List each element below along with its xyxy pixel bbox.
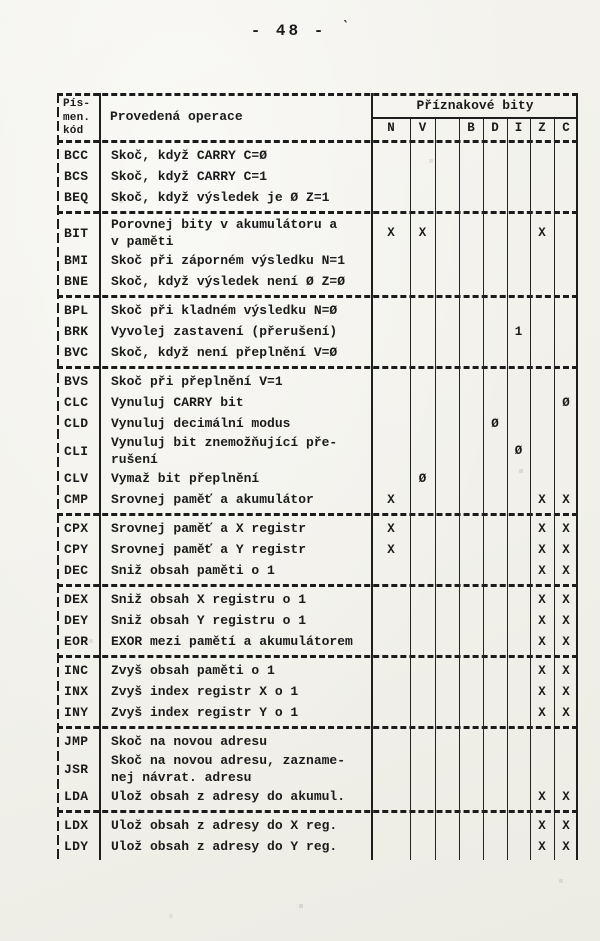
operation-line: Porovnej bity v akumulátoru a: [111, 217, 338, 232]
operation-cell: [100, 168, 372, 185]
flag-col-header: V: [418, 121, 427, 135]
flag-mark: X: [538, 839, 546, 854]
flag-cell: [554, 593, 578, 607]
flag-mark: X: [538, 563, 546, 578]
operation-line: Vynuluj decimální modus: [111, 416, 291, 431]
instruction-row: [57, 434, 578, 468]
instruction-group: [57, 516, 578, 587]
operation-cell: [100, 662, 372, 679]
flag-mark: X: [387, 226, 395, 240]
flag-cell: [530, 493, 554, 507]
instruction-row: [57, 468, 578, 489]
flag-cell: [372, 493, 410, 507]
instruction-row: [57, 589, 578, 610]
operation-line: Sniž obsah Y registru o 1: [111, 613, 307, 628]
flag-mark: X: [538, 592, 546, 607]
col-header-code-line: men.: [63, 111, 91, 124]
flag-cell: [530, 593, 554, 607]
flag-cell: [530, 840, 554, 854]
instruction-row: [57, 681, 578, 702]
instruction-group: [57, 729, 578, 813]
operation-line: Skoč, když CARRY C=1: [111, 169, 268, 184]
instruction-row: [57, 836, 578, 857]
mnemonic-cell: LDA: [64, 789, 89, 804]
operation-cell: [100, 470, 372, 487]
flag-mark: X: [562, 521, 570, 536]
instruction-row: [57, 321, 578, 342]
operation-line: Srovnej paměť a Y registr: [111, 542, 307, 557]
operation-line: Vynuluj bit znemožňující pře-: [111, 435, 338, 450]
flag-mark: 1: [514, 324, 523, 339]
flag-cell: [554, 522, 578, 536]
operation-cell: [100, 189, 372, 206]
flag-letters-row: [372, 119, 578, 140]
flag-col-header: I: [514, 121, 523, 135]
flag-mark: X: [387, 521, 395, 536]
mnemonic-cell: CLI: [64, 443, 89, 459]
operation-line: Vynuluj CARRY bit: [111, 395, 244, 410]
mnemonic-cell: INY: [64, 705, 89, 720]
flag-mark: X: [562, 684, 570, 699]
mnemonic-cell: LDX: [64, 818, 89, 833]
instruction-row: [57, 489, 578, 510]
table-vline: [554, 118, 556, 860]
flag-mark: Ø: [491, 416, 499, 431]
instruction-group: [57, 298, 578, 369]
operation-line: Ulož obsah z adresy do Y reg.: [111, 839, 338, 854]
flag-mark: X: [387, 492, 395, 507]
operation-line: Skoč, když CARRY C=Ø: [111, 148, 268, 163]
mnemonic-cell: DEC: [64, 563, 89, 578]
operation-line: Zvyš index registr Y o 1: [111, 705, 299, 720]
flag-mark: X: [562, 839, 570, 854]
flag-mark: X: [562, 613, 570, 628]
flag-mark: Ø: [514, 444, 523, 458]
flag-mark: X: [538, 521, 546, 536]
operation-line: v paměti: [111, 234, 174, 249]
pen-tick-mark: ˋ: [339, 18, 351, 37]
instruction-group: [57, 214, 578, 298]
flag-cell: [530, 664, 554, 678]
operation-cell: [100, 683, 372, 700]
instruction-row: [57, 300, 578, 321]
flag-cell: [554, 706, 578, 720]
flag-mark: X: [538, 634, 546, 649]
operation-cell: [100, 344, 372, 361]
flag-cell: [554, 543, 578, 557]
col-header-code-line: kód: [63, 125, 84, 137]
operation-cell: [100, 612, 372, 629]
mnemonic-cell: JSR: [64, 761, 89, 777]
flag-cell: [530, 543, 554, 557]
operation-cell: [100, 704, 372, 721]
instruction-row: [57, 166, 578, 187]
flag-col-header: B: [467, 121, 475, 135]
instruction-row: [57, 815, 578, 836]
instruction-row: [57, 413, 578, 434]
table-vline: [371, 93, 373, 860]
operation-cell: [100, 415, 372, 432]
flag-cell: [554, 614, 578, 628]
table-header: [57, 96, 578, 143]
instruction-group: [57, 369, 578, 516]
flag-mark: X: [562, 492, 570, 507]
flag-mark: X: [538, 226, 546, 240]
flag-mark: X: [562, 705, 570, 720]
col-header-flags: [372, 96, 578, 140]
flag-cell: [530, 819, 554, 833]
operation-cell: [100, 520, 372, 537]
instruction-row: [57, 752, 578, 786]
flag-mark: X: [538, 542, 546, 557]
flag-cell: [507, 444, 530, 458]
flag-cell: [554, 840, 578, 854]
table-vline: [483, 118, 485, 860]
flag-cell: [554, 396, 578, 410]
operation-cell: [100, 591, 372, 608]
flag-cell: [372, 226, 410, 240]
operation-line: Srovnej paměť a akumulátor: [111, 492, 314, 507]
flag-cell: [507, 325, 530, 339]
mnemonic-cell: CMP: [64, 492, 89, 507]
operation-line: Vyvolej zastavení (přerušení): [111, 324, 338, 339]
page-number: [0, 18, 600, 40]
flags-header-title: Příznakové bity: [372, 96, 578, 119]
instruction-row: [57, 518, 578, 539]
flag-mark: X: [418, 226, 427, 240]
flag-cell: [530, 226, 554, 240]
flag-mark: X: [538, 613, 546, 628]
flag-mark: X: [562, 563, 570, 578]
operation-cell: [100, 491, 372, 508]
table-body: [57, 143, 578, 860]
mnemonic-cell: CPY: [64, 542, 89, 557]
table-vline: [57, 93, 59, 860]
operation-cell: [100, 373, 372, 390]
flag-cell: [530, 522, 554, 536]
operation-line: Skoč, když není přeplnění V=Ø: [111, 345, 338, 360]
operation-line: Skoč, když výsledek je Ø Z=1: [111, 190, 330, 205]
instruction-row: [57, 539, 578, 560]
operation-line: Skoč na novou adresu: [111, 734, 268, 749]
flag-cell: [410, 472, 435, 486]
operation-cell: [100, 541, 372, 558]
instruction-table: [57, 93, 578, 860]
operation-line: Skoč při kladném výsledku N=Ø: [111, 303, 338, 318]
operation-line: Sniž obsah X registru o 1: [111, 592, 307, 607]
instruction-row: [57, 660, 578, 681]
table-vline: [435, 118, 437, 860]
instruction-row: [57, 731, 578, 752]
operation-line: Ulož obsah z adresy do X reg.: [111, 818, 338, 833]
instruction-row: [57, 271, 578, 292]
flag-mark: X: [538, 818, 546, 833]
instruction-row: [57, 250, 578, 271]
table-vline: [459, 118, 461, 860]
operation-line: Vymaž bit přeplnění: [111, 471, 260, 486]
flag-mark: X: [387, 542, 395, 557]
flag-cell: [372, 543, 410, 557]
instruction-row: [57, 145, 578, 166]
operation-line: Sniž obsah paměti o 1: [111, 563, 275, 578]
operation-line: Zvyš obsah paměti o 1: [111, 663, 275, 678]
instruction-row: [57, 342, 578, 363]
instruction-row: [57, 610, 578, 631]
instruction-row: [57, 392, 578, 413]
flag-mark: X: [538, 705, 546, 720]
instruction-row: [57, 560, 578, 581]
flag-cell: [554, 819, 578, 833]
instruction-group: [57, 658, 578, 729]
flag-mark: Ø: [418, 471, 427, 486]
instruction-group: [57, 143, 578, 214]
mnemonic-cell: BCC: [64, 148, 89, 163]
flag-cell: [554, 564, 578, 578]
operation-cell: [100, 633, 372, 650]
operation-cell: [100, 252, 372, 269]
table-vline: [99, 93, 101, 860]
mnemonic-cell: EOR: [64, 634, 89, 649]
mnemonic-cell: DEY: [64, 613, 89, 628]
operation-cell: [100, 216, 372, 250]
page-number-text: - 48 -: [250, 22, 327, 40]
operation-cell: [100, 788, 372, 805]
operation-line: Zvyš index registr X o 1: [111, 684, 299, 699]
operation-cell: [100, 323, 372, 340]
flag-mark: X: [562, 789, 570, 804]
instruction-row: [57, 702, 578, 723]
mnemonic-cell: BNE: [64, 274, 89, 289]
col-header-operation: Provedená operace: [110, 109, 243, 124]
flag-cell: [530, 706, 554, 720]
operation-line: Skoč na novou adresu, zazname-: [111, 753, 346, 768]
operation-line: rušení: [111, 452, 158, 467]
operation-line: nej návrat. adresu: [111, 770, 252, 785]
mnemonic-cell: CLV: [64, 471, 89, 486]
flag-cell: [530, 685, 554, 699]
flag-cell: [530, 790, 554, 804]
instruction-row: [57, 216, 578, 250]
flag-mark: X: [562, 592, 570, 607]
flag-mark: X: [538, 684, 546, 699]
flag-cell: [483, 417, 507, 431]
flag-mark: X: [562, 634, 570, 649]
operation-line: EXOR mezi pamětí a akumulátorem: [111, 634, 353, 649]
instruction-row: [57, 371, 578, 392]
flag-cell: [554, 635, 578, 649]
operation-line: Skoč, když výsledek není Ø Z=Ø: [111, 274, 346, 289]
instruction-row: [57, 187, 578, 208]
flag-mark: X: [538, 663, 546, 678]
mnemonic-cell: BMI: [64, 253, 89, 268]
flag-cell: [410, 226, 435, 240]
mnemonic-cell: INX: [64, 684, 89, 699]
instruction-row: [57, 786, 578, 807]
flag-col-header: Z: [538, 121, 546, 135]
flag-cell: [554, 664, 578, 678]
operation-cell: [100, 147, 372, 164]
col-header-code: [57, 96, 100, 140]
flag-col-header: [435, 119, 459, 140]
flag-col-header: D: [491, 121, 499, 135]
col-header-code-line: Pís-: [63, 98, 91, 110]
mnemonic-cell: CLD: [64, 416, 89, 431]
mnemonic-cell: CLC: [64, 395, 89, 410]
flag-mark: X: [562, 818, 570, 833]
operation-line: Ulož obsah z adresy do akumul.: [111, 789, 346, 804]
operation-line: Skoč při záporném výsledku N=1: [111, 253, 346, 268]
flag-mark: Ø: [562, 395, 570, 410]
operation-line: Skoč při přeplnění V=1: [111, 374, 283, 389]
operation-cell: [100, 394, 372, 411]
table-vline: [576, 93, 578, 860]
mnemonic-cell: DEX: [64, 592, 89, 607]
operation-cell: [100, 434, 372, 468]
table-vline: [410, 118, 412, 860]
instruction-group: [57, 587, 578, 658]
operation-cell: [100, 752, 372, 786]
instruction-group: [57, 813, 578, 860]
flag-mark: X: [562, 663, 570, 678]
table-vline: [530, 118, 532, 860]
mnemonic-cell: BPL: [64, 303, 89, 318]
flag-cell: [530, 635, 554, 649]
flag-mark: X: [562, 542, 570, 557]
mnemonic-cell: JMP: [64, 734, 89, 749]
operation-line: Srovnej paměť a X registr: [111, 521, 307, 536]
operation-cell: [100, 733, 372, 750]
instruction-row: [57, 631, 578, 652]
operation-cell: [100, 273, 372, 290]
operation-cell: [100, 562, 372, 579]
flag-col-header: N: [387, 121, 395, 135]
flag-cell: [554, 790, 578, 804]
flag-mark: X: [538, 492, 546, 507]
mnemonic-cell: LDY: [64, 839, 89, 854]
mnemonic-cell: BIT: [64, 225, 89, 241]
flag-cell: [530, 614, 554, 628]
flag-col-header: C: [562, 121, 570, 135]
operation-cell: [100, 838, 372, 855]
mnemonic-cell: BEQ: [64, 190, 89, 205]
mnemonic-cell: BVS: [64, 374, 89, 389]
mnemonic-cell: CPX: [64, 521, 89, 536]
operation-cell: [100, 817, 372, 834]
table-vline: [507, 118, 509, 860]
flag-mark: X: [538, 789, 546, 804]
operation-cell: [100, 302, 372, 319]
flag-cell: [530, 564, 554, 578]
flag-cell: [554, 685, 578, 699]
mnemonic-cell: BCS: [64, 169, 89, 184]
mnemonic-cell: INC: [64, 663, 89, 678]
flag-cell: [372, 522, 410, 536]
mnemonic-cell: BRK: [64, 324, 89, 339]
mnemonic-cell: BVC: [64, 345, 89, 360]
flag-cell: [554, 493, 578, 507]
